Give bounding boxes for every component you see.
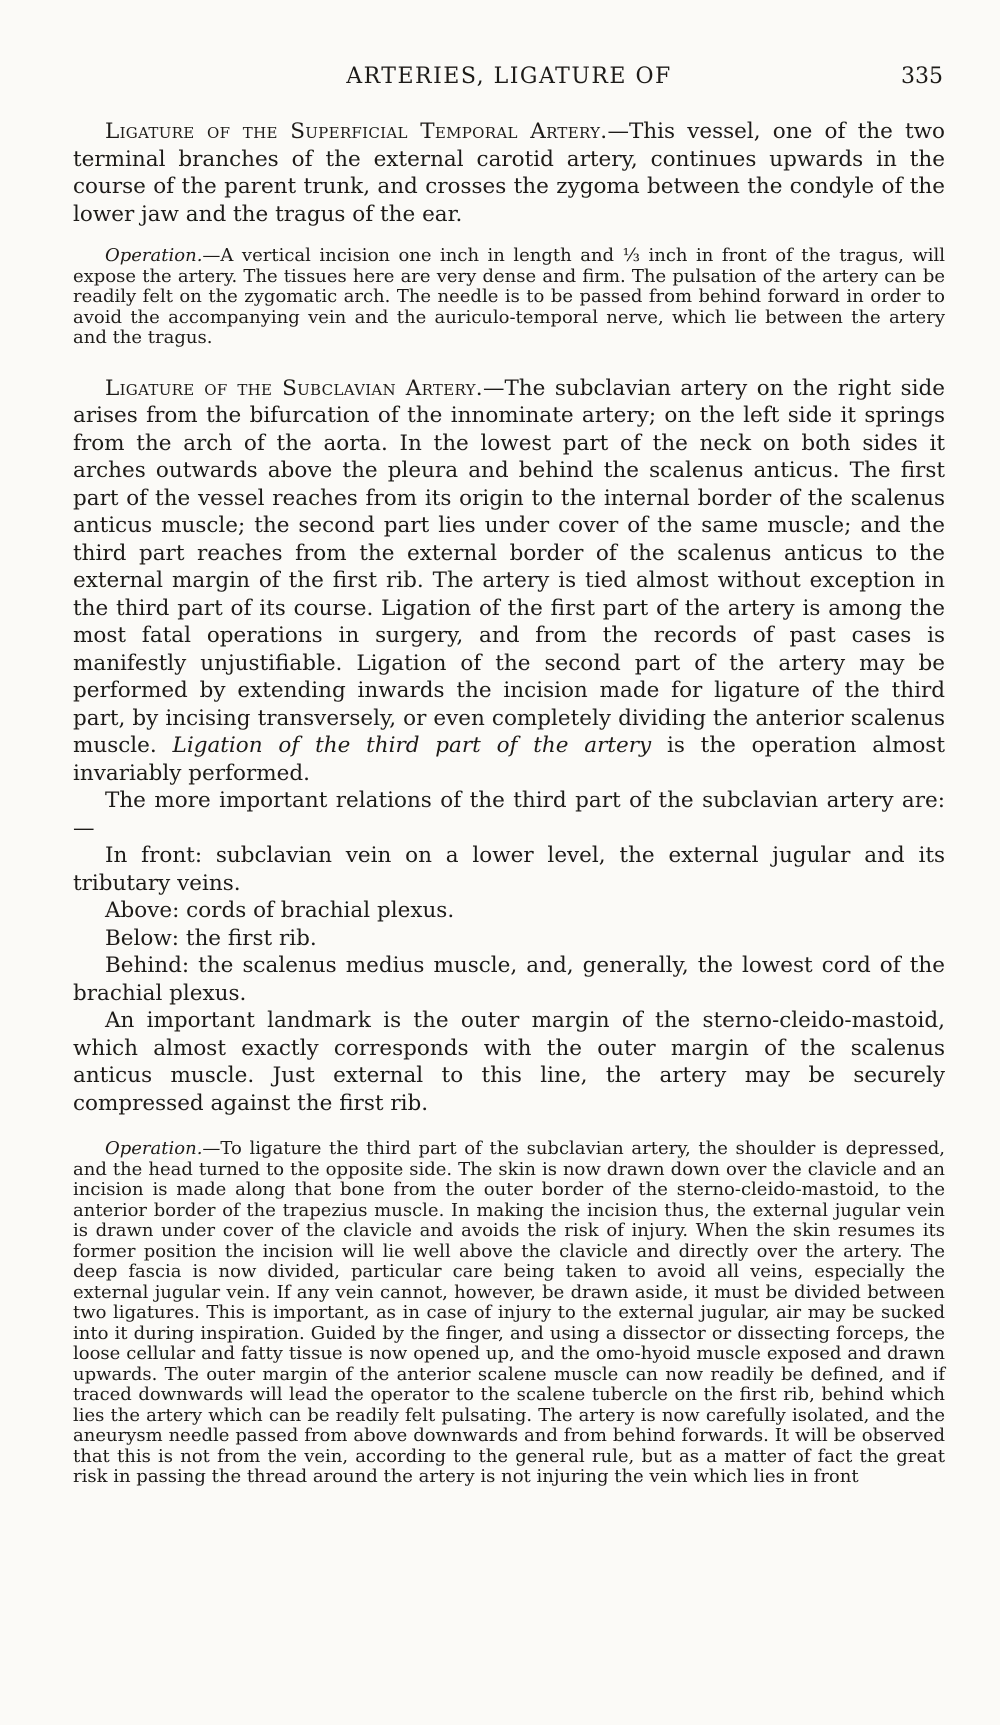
relation-in-front: In front: subclavian vein on a lower level, the external jugular and its tributary veins. [73, 843, 945, 896]
running-title: ARTERIES, LIGATURE OF [346, 64, 672, 89]
paragraph-text: —The subclavian artery on the right side arises from the bifurcation of the innominate artery; on the left side it springs from the arch of the aorta. In the lowest part of the neck on both sides it arches outwards above the pleura and behind the scalenus anticus. The first part of the vessel reaches from its origin to the internal border of the scalenus anticus muscle; the second part lies under cover of the same muscle; and the third part reaches from the external border of the scalenus anticus to the external margin of the first rib. The artery is tied almost without exception in the third part of its course. Ligation of the first part of the artery is among the most fatal operations in surgery, and from the records of past cases is manifestly unjustifiable. Ligation of the second part of the artery may be performed by extending inwards the incision made for ligature of the third part, by incising transversely, or even completely dividing the anterior scalenus muscle. [73, 375, 946, 758]
paragraph-relations-intro: The more important relations of the third part of the subclavian artery are:— [73, 788, 945, 841]
relation-above: Above: cords of brachial plexus. [105, 898, 455, 923]
relation-below: Below: the first rib. [105, 925, 317, 951]
relation-behind: Behind: the scalenus medius muscle, and, generally, the lowest cord of the brachial plexus. [73, 953, 945, 1006]
section-heading-temporal: Ligature of the Superficial Temporal Artery. [105, 119, 608, 144]
paragraph-subclavian-operation [73, 1139, 945, 1488]
page-number: 335 [901, 64, 943, 89]
running-header [73, 60, 945, 100]
operation-label: Operation. [105, 245, 203, 266]
section-heading-subclavian: Ligature of the Subclavian Artery. [105, 375, 483, 401]
paragraph-landmark: An important landmark is the outer margin of the sterno-cleido-mastoid, which almost exactly corresponds with the outer margin of the scalenus anticus muscle. Just external to this line, the artery may be securely compressed against the first rib. [73, 1008, 945, 1116]
italic-phrase: Ligation of the third part of the artery [172, 733, 652, 758]
paragraph-subclavian-artery [73, 375, 945, 788]
paragraph-text: —To ligature the third part of the subclavian artery, the shoulder is depressed, and the head turned to the opposite side. The skin is now drawn down over the clavicle and an incision is made along that bone from the outer border of the sterno-cleido-mastoid, to the anterior border of the trapezius muscle. In making the incision thus, the external jugular vein is drawn under cover of the clavicle and avoids the risk of injury. When the skin resumes its former position the incision will lie well above the clavicle and directly over the artery. The deep fascia is now divided, particular care being taken to avoid all veins, especially the external jugular vein. If any vein cannot, however, be drawn aside, it must be divided between two ligatures. This is important, as in case of injury to the external jugular, air may be sucked into it during inspiration. Guided by the finger, and using a dissector or dissecting forceps, the loose cellular and fatty tissue is now opened up, and the omo-hyoid muscle exposed and drawn upwards. The outer margin of the anterior scalene muscle can now readily be defined, and if traced downwards will lead the operator to the scalene tubercle on the first rib, behind which lies the artery which can be readily felt pulsating. The artery is now carefully isolated, and the aneurysm needle passed from above downwards and from behind forwards. It will be observed that this is not from the vein, according to the general rule, but as a matter of fact the great risk in passing the thread around the artery is not injuring the vein which lies in front [73, 1138, 945, 1487]
paragraph-temporal-operation [73, 246, 945, 349]
paragraph-temporal-artery [73, 118, 945, 228]
operation-label: Operation. [105, 1138, 203, 1159]
paragraph-text: —This vessel, one of the two terminal branches of the external carotid artery, continues upwards in the course of the parent trunk, and crosses the zygoma between the condyle of the lower jaw and the tragus of the ear. [73, 119, 945, 227]
paragraph-text: —A vertical incision one inch in length and ⅓ inch in front of the tragus, will expose the artery. The tissues here are very dense and firm. The pulsation of the artery can be readily felt on the zygomatic arch. The needle is to be passed from behind forward in order to avoid the accompanying vein and the auriculo-temporal nerve, which lie between the artery and the tragus. [73, 245, 945, 348]
paragraph-text: is the operation almost invariably performed. [73, 733, 945, 786]
